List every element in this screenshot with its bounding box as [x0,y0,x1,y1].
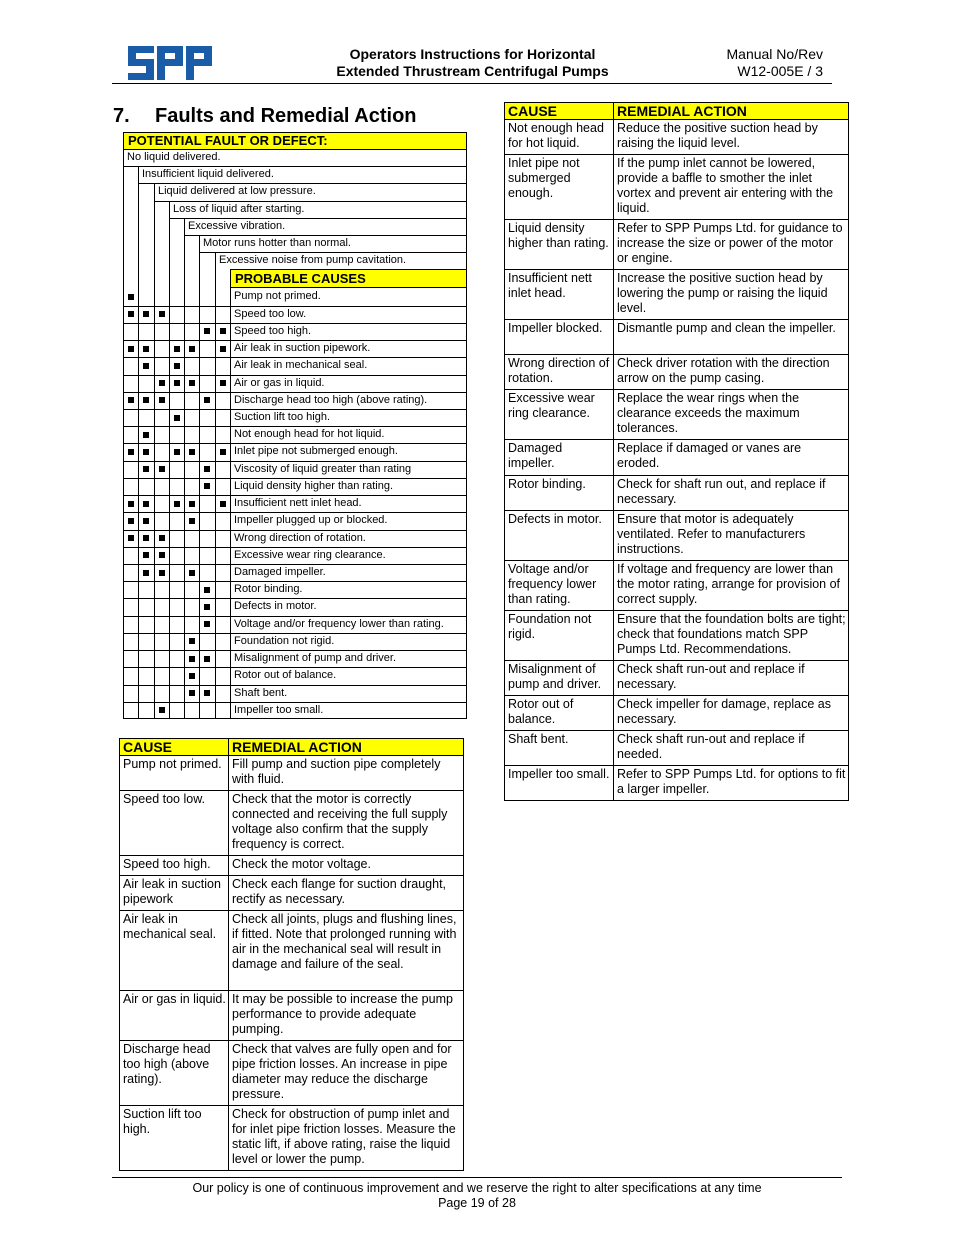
cause-cell: Insufficient nett inlet head. [505,270,614,320]
remedial-action-column-header: REMEDIAL ACTION [229,739,464,756]
footer-policy: Our policy is one of continuous improvement and we reserve the right to alter specifications at any time [192,1181,762,1195]
fault-mark [204,328,210,334]
cause-cell: Misalignment of pump and driver. [505,661,614,696]
remedial-action-cell: If voltage and frequency are lower than the motor rating, arrange for provision of correct supply. [614,561,849,611]
spp-logo [128,46,212,80]
divider [123,323,467,324]
remedy-row [505,320,849,355]
divider [123,667,467,668]
divider [123,306,467,307]
divider [123,598,467,599]
cause-label: Insufficient nett inlet head. [234,497,362,510]
fault-mark [159,570,165,576]
fault-mark [174,501,180,507]
fault-mark [174,346,180,352]
fault-mark [128,311,134,317]
fault-mark [220,380,226,386]
fault-mark [204,656,210,662]
fault-mark [128,535,134,541]
fault-mark [128,397,134,403]
remedy-row [505,661,849,696]
remedy-row [120,856,464,876]
divider [200,252,467,253]
remedial-action-cell: Check for obstruction of pump inlet and for inlet pipe friction losses. Measure the static lift, if above rating, raise the liquid level or lower the pump. [229,1106,464,1171]
fault-mark [128,346,134,352]
cause-label: Air or gas in liquid. [234,376,325,389]
cause-cell: Rotor out of balance. [505,696,614,731]
fault-mark [174,415,180,421]
remedy-row [120,756,464,791]
cause-cell: Air or gas in liquid. [120,991,229,1041]
cause-cell: Discharge head too high (above rating). [120,1041,229,1106]
fault-matrix-header: POTENTIAL FAULT OR DEFECT: [123,132,467,150]
divider [123,650,467,651]
cause-label: Foundation not rigid. [234,634,335,647]
remedy-row [505,155,849,220]
remedial-action-cell: Fill pump and suction pipe completely with fluid. [229,756,464,791]
remedial-action-cell: Check shaft run-out and replace if necessary. [614,661,849,696]
remedy-row [505,696,849,731]
fault-label: Insufficient liquid delivered. [142,168,274,181]
remedial-action-cell: Check each flange for suction draught, rectify as necessary. [229,876,464,911]
remedial-action-column-header: REMEDIAL ACTION [614,103,849,120]
divider [123,616,467,617]
cause-label: Viscosity of liquid greater than rating [234,462,412,475]
remedy-row [505,355,849,390]
fault-mark [174,449,180,455]
fault-mark [174,363,180,369]
remedial-action-cell: Check impeller for damage, replace as necessary. [614,696,849,731]
remedial-action-cell: Refer to SPP Pumps Ltd. for options to fit a larger impeller. [614,766,849,801]
cause-cell: Excessive wear ring clearance. [505,390,614,440]
fault-mark [143,363,149,369]
fault-mark [128,518,134,524]
remedy-row [505,766,849,801]
cause-label: Shaft bent. [234,686,288,699]
fault-mark [189,518,195,524]
cause-label: Impeller plugged up or blocked. [234,514,388,527]
divider [123,166,467,167]
cause-label: Air leak in mechanical seal. [234,359,368,372]
fault-mark [128,294,134,300]
divider [123,443,467,444]
cause-label: Impeller too small. [234,703,324,716]
divider [123,392,467,393]
fault-label: Excessive noise from pump cavitation. [219,254,407,267]
fault-mark [189,346,195,352]
manual-label: Manual No/Rev [726,46,823,62]
remedy-row [120,1106,464,1171]
remedy-table-right [504,102,849,801]
document-title-line1: Operators Instructions for Horizontal [349,46,596,62]
section-heading [113,104,417,128]
divider [123,633,467,634]
fault-mark [204,397,210,403]
divider [123,685,467,686]
divider [123,530,467,531]
divider [123,461,467,462]
cause-cell: Pump not primed. [120,756,229,791]
divider [123,357,467,358]
fault-mark [143,397,149,403]
remedial-action-cell: It may be possible to increase the pump performance to provide adequate pumping. [229,991,464,1041]
cause-label: Damaged impeller. [234,565,326,578]
cause-cell: Damaged impeller. [505,440,614,476]
cause-cell: Foundation not rigid. [505,611,614,661]
cause-label: Speed too high. [234,324,312,337]
fault-mark [189,673,195,679]
remedial-action-cell: Dismantle pump and clean the impeller. [614,320,849,355]
divider [123,409,467,410]
remedial-action-cell: Refer to SPP Pumps Ltd. for guidance to increase the size or power of the motor or engine. [614,220,849,270]
fault-mark [143,449,149,455]
divider [169,218,467,219]
remedial-action-cell: Reduce the positive suction head by raising the liquid level. [614,120,849,155]
fault-mark [204,621,210,627]
remedy-row [505,561,849,611]
fault-mark [204,466,210,472]
cause-label: Liquid density higher than rating. [234,479,393,492]
divider [154,183,155,719]
cause-cell: Impeller too small. [505,766,614,801]
divider [184,218,185,719]
fault-mark [204,587,210,593]
cause-label: Voltage and/or frequency lower than rating. [234,617,444,630]
cause-label: Suction lift too high. [234,410,331,423]
remedial-action-cell: Check that valves are fully open and for pipe friction losses. An increase in pipe diameter may reduce the discharge pressure. [229,1041,464,1106]
fault-mark [189,380,195,386]
cause-label: Inlet pipe not submerged enough. [234,445,398,458]
cause-label: Discharge head too high (above rating). [234,393,428,406]
remedy-row [505,390,849,440]
remedial-action-cell: Check for shaft run out, and replace if necessary. [614,476,849,511]
cause-cell: Speed too high. [120,856,229,876]
cause-cell: Air leak in mechanical seal. [120,911,229,991]
divider [123,702,467,703]
fault-cause-matrix [123,132,467,719]
cause-label: Excessive wear ring clearance. [234,548,386,561]
remedial-action-cell: Replace if damaged or vanes are eroded. [614,440,849,476]
cause-column-header: CAUSE [505,103,614,120]
divider [123,478,467,479]
fault-mark [143,432,149,438]
fault-mark [204,604,210,610]
remedy-row [505,511,849,561]
fault-mark [189,656,195,662]
remedy-row [120,991,464,1041]
remedy-row [505,731,849,766]
fault-mark [143,501,149,507]
fault-mark [143,552,149,558]
fault-mark [143,346,149,352]
fault-mark [128,501,134,507]
remedy-row [120,911,464,991]
cause-cell: Not enough head for hot liquid. [505,120,614,155]
fault-label: Liquid delivered at low pressure. [158,185,316,198]
cause-cell: Air leak in suction pipework [120,876,229,911]
remedy-row [120,876,464,911]
header-divider [112,83,832,84]
document-title-line2: Extended Thrustream Centrifugal Pumps [336,63,609,79]
remedy-row [505,476,849,511]
cause-label: Pump not primed. [234,290,321,303]
cause-label: Air leak in suction pipework. [234,342,371,355]
cause-cell: Suction lift too high. [120,1106,229,1171]
divider [123,564,467,565]
remedy-table-left [119,738,464,1171]
fault-mark [159,380,165,386]
fault-mark [143,311,149,317]
remedial-action-cell: Ensure that the foundation bolts are tight; check that foundations match SPP Pumps Ltd. Recommendations. [614,611,849,661]
divider [123,495,467,496]
remedial-action-cell: Check driver rotation with the direction arrow on the pump casing. [614,355,849,390]
cause-cell: Impeller blocked. [505,320,614,355]
cause-label: Speed too low. [234,307,307,320]
remedy-row [505,220,849,270]
cause-label: Not enough head for hot liquid. [234,428,385,441]
cause-cell: Shaft bent. [505,731,614,766]
fault-label: Motor runs hotter than normal. [203,237,351,249]
fault-mark [159,466,165,472]
fault-mark [189,638,195,644]
remedial-action-cell: Check that the motor is correctly connected and receiving the full supply voltage also confirm that the supply frequency is correct. [229,791,464,856]
document-title [300,46,645,80]
divider [154,201,467,202]
cause-label: Rotor out of balance. [234,669,337,682]
manual-number-block [690,46,823,80]
remedial-action-cell: Replace the wear rings when the clearance exceeds the maximum tolerances. [614,390,849,440]
cause-label: Rotor binding. [234,583,303,596]
cause-cell: Voltage and/or frequency lower than rating. [505,561,614,611]
cause-cell: Inlet pipe not submerged enough. [505,155,614,220]
divider [184,235,467,236]
fault-label: Loss of liquid after starting. [173,202,305,215]
page-number: Page 19 of 28 [438,1196,516,1210]
fault-mark [159,552,165,558]
fault-mark [159,311,165,317]
remedial-action-cell: Check the motor voltage. [229,856,464,876]
fault-mark [220,346,226,352]
fault-mark [189,690,195,696]
fault-mark [143,570,149,576]
cause-cell: Liquid density higher than rating. [505,220,614,270]
divider [123,547,467,548]
divider [123,340,467,341]
fault-mark [143,535,149,541]
cause-cell: Defects in motor. [505,511,614,561]
footer-divider [112,1177,842,1178]
remedial-action-cell: Increase the positive suction head by lowering the pump or raising the liquid level. [614,270,849,320]
cause-label: Defects in motor. [234,600,317,613]
remedy-row [505,611,849,661]
cause-cell: Rotor binding. [505,476,614,511]
remedy-row [120,1041,464,1106]
fault-mark [143,518,149,524]
fault-mark [220,501,226,507]
remedy-row [505,120,849,155]
section-title: Faults and Remedial Action [155,105,417,127]
remedial-action-cell: Check all joints, plugs and flushing lines, if fitted. Note that prolonged running with air in the mechanical seal will result in damage and failure of the seal. [229,911,464,991]
remedy-row [505,440,849,476]
remedial-action-cell: Ensure that motor is adequately ventilated. Refer to manufacturers instructions. [614,511,849,561]
remedial-action-cell: If the pump inlet cannot be lowered, provide a baffle to smother the inlet vortex and prevent air entering with the liquid. [614,155,849,220]
divider [123,375,467,376]
fault-label: No liquid delivered. [127,151,221,163]
remedy-row [505,270,849,320]
fault-mark [204,483,210,489]
fault-mark [220,328,226,334]
fault-mark [128,449,134,455]
fault-mark [189,501,195,507]
cause-cell: Wrong direction of rotation. [505,355,614,390]
fault-mark [220,449,226,455]
divider [123,581,467,582]
remedy-row [120,791,464,856]
cause-label: Wrong direction of rotation. [234,531,366,544]
fault-mark [189,449,195,455]
remedy-table-header [505,103,849,120]
manual-number: W12-005E / 3 [737,63,823,79]
fault-label: Excessive vibration. [188,219,286,232]
divider [123,512,467,513]
divider [139,183,467,184]
section-number: 7. [113,105,130,127]
fault-mark [174,380,180,386]
cause-label: Misalignment of pump and driver. [234,652,397,665]
fault-mark [159,535,165,541]
fault-mark [204,690,210,696]
cause-cell: Speed too low. [120,791,229,856]
fault-mark [159,707,165,713]
fault-mark [159,397,165,403]
cause-column-header: CAUSE [120,739,229,756]
probable-causes-header: PROBABLE CAUSES [230,269,467,288]
divider [123,426,467,427]
fault-mark [189,570,195,576]
remedy-table-header [120,739,464,756]
fault-mark [143,466,149,472]
remedial-action-cell: Check shaft run-out and replace if needed. [614,731,849,766]
